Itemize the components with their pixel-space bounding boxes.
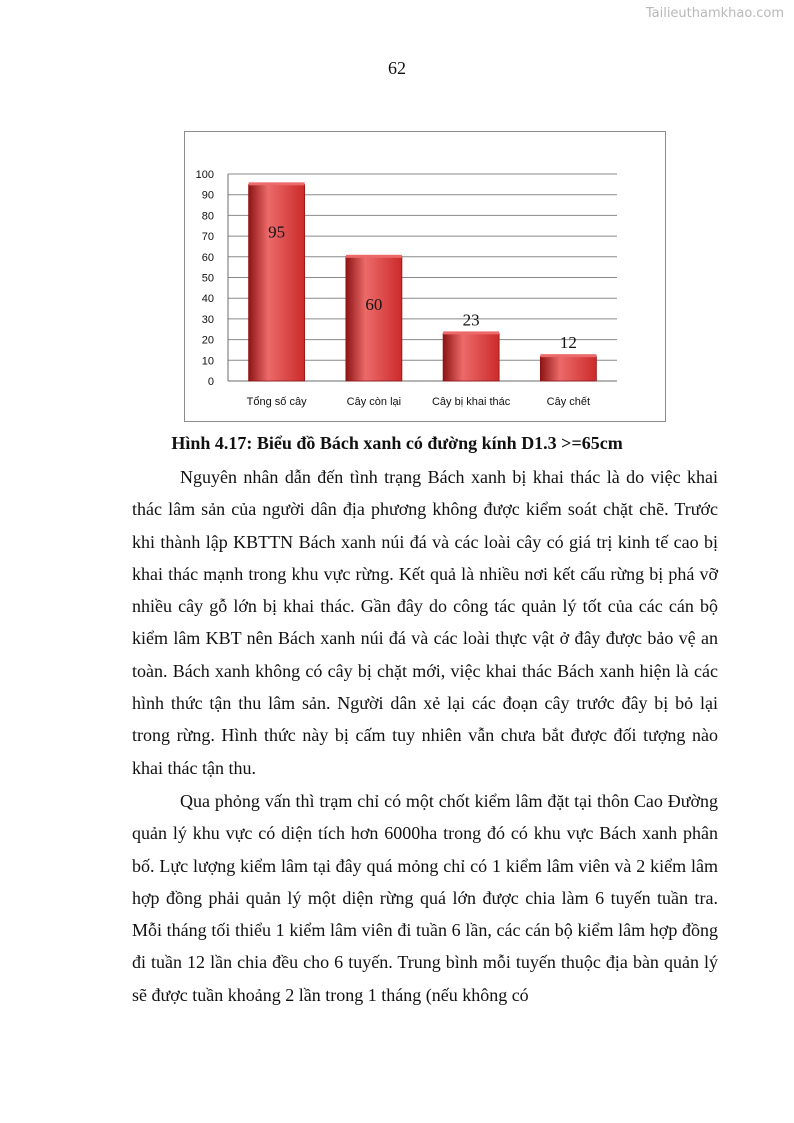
- x-category-label: Cây bị khai thác: [431, 396, 511, 408]
- page-number: 62: [388, 58, 406, 78]
- figure-caption: Hình 4.17: Biểu đồ Bách xanh có đường kính D1.3 >=65cm: [171, 433, 623, 453]
- body-text: [132, 461, 718, 1012]
- bar: [249, 184, 305, 381]
- watermark: Tailieuthamkhao.com: [645, 6, 784, 21]
- bar: [443, 333, 499, 381]
- bar-chart: [184, 131, 666, 422]
- bar-top: [249, 182, 305, 185]
- data-label: 23: [462, 310, 480, 330]
- y-tick-label: 10: [201, 355, 214, 368]
- data-label: 60: [365, 294, 383, 314]
- y-tick-label: 100: [195, 169, 214, 181]
- y-tick-label: 40: [201, 293, 214, 306]
- paragraph: Qua phỏng vấn thì trạm chỉ có một chốt kiểm lâm đặt tại thôn Cao Đường quản lý khu vực có diện tích hơn 6000ha trong đó có khu vực Bách xanh phân bố. Lực lượng kiểm lâm tại đây quá mỏng chỉ có 1 kiểm lâm viên và 2 kiểm lâm hợp đồng phải quản lý một diện rừng quá lớn được chia làm 6 tuyến tuần tra. Mỗi tháng tối thiểu 1 kiểm lâm viên đi tuần 6 lần, các cán bộ kiểm lâm hợp đồng đi tuần 12 lần chia đều cho 6 tuyến. Trung bình mỗi tuyến thuộc địa bàn quản lý sẽ được tuần khoảng 2 lần trong 1 tháng (nếu không có: [132, 790, 718, 1005]
- bar: [346, 257, 402, 381]
- y-tick-label: 20: [201, 334, 214, 347]
- data-label: 95: [268, 222, 286, 242]
- x-category-label: Cây chết: [546, 396, 591, 408]
- bar-chart-svg: [185, 132, 665, 421]
- y-tick-label: 90: [201, 189, 214, 202]
- y-tick-label: 30: [201, 313, 214, 326]
- bar-top: [346, 255, 402, 258]
- y-tick-label: 0: [207, 376, 214, 388]
- paragraph: Nguyên nhân dẫn đến tình trạng Bách xanh bị khai thác là do việc khai thác lâm sản của người dân địa phương không được kiểm soát chặt chẽ. Trước khi thành lập KBTTN Bách xanh núi đá và các loài cây có giá trị kinh tế cao bị khai thác mạnh trong khu vực rừng. Kết quả là nhiều nơi kết cấu rừng bị phá vỡ nhiều cây gỗ lớn bị khai thác. Gần đây do công tác quản lý tốt của các cán bộ kiểm lâm KBT nên Bách xanh núi đá và các loài thực vật ở đây được bảo vệ an toàn. Bách xanh không có cây bị chặt mới, việc khai thác Bách xanh hiện là các hình thức tận thu lâm sản. Người dân xẻ lại các đoạn cây trước đây bị bỏ lại trong rừng. Hình thức này bị cấm tuy nhiên vẫn chưa bắt được đối tượng nào khai thác tận thu.: [132, 467, 718, 778]
- y-tick-label: 60: [201, 251, 214, 264]
- data-label: 12: [559, 333, 577, 353]
- x-category-label: Tổng số cây: [246, 396, 307, 408]
- bar-top: [540, 354, 596, 357]
- x-category-label: Cây còn lại: [346, 396, 402, 408]
- y-tick-label: 50: [201, 272, 214, 285]
- bar-top: [443, 331, 499, 334]
- y-tick-label: 80: [201, 210, 214, 223]
- bar: [540, 356, 596, 381]
- y-tick-label: 70: [201, 231, 214, 244]
